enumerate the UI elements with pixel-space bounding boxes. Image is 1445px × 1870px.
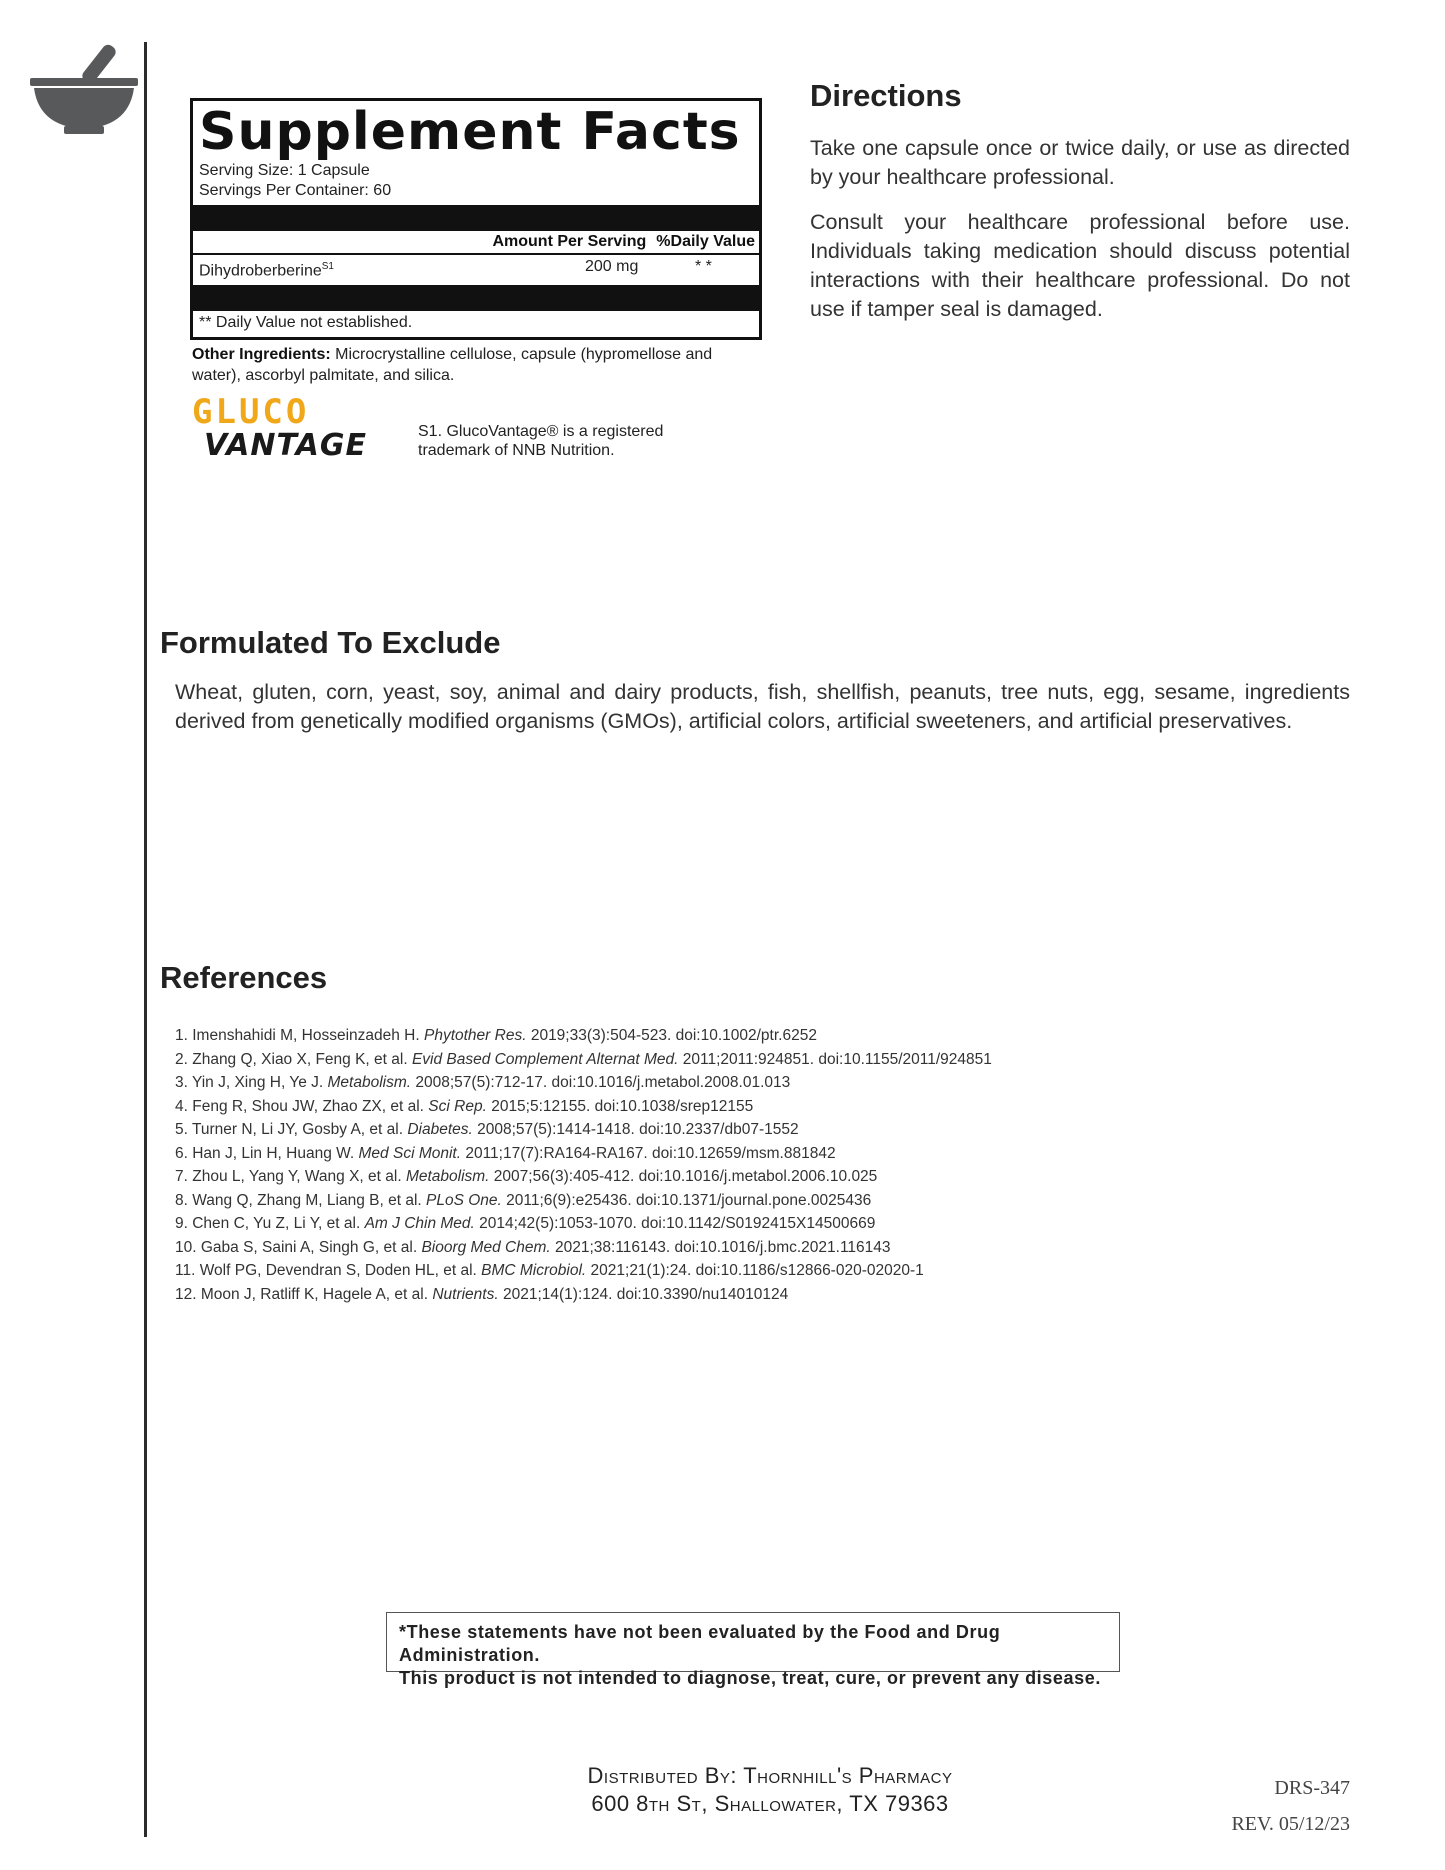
reference-authors: 11. Wolf PG, Devendran S, Doden HL, et al. <box>175 1262 482 1279</box>
reference-citation: 2019;33(3):504-523. doi:10.1002/ptr.6252 <box>526 1027 817 1044</box>
reference-authors: 12. Moon J, Ratliff K, Hagele A, et al. <box>175 1285 433 1303</box>
ingredient-amount: 200 mg <box>585 258 639 275</box>
fda-disclaimer-line-1: *These statements have not been evaluated by the Food and Drug Administration. <box>399 1622 1001 1665</box>
fda-disclaimer-box <box>386 1612 1120 1688</box>
reference-journal: Med Sci Monit. <box>358 1144 462 1162</box>
directions-paragraph-2: Consult your healthcare professional before use. Individuals taking medication should discuss potential interactions with their healthcare professional. Do not use if tamper seal is damaged. <box>810 210 1350 321</box>
mortar-pestle-icon <box>24 38 144 138</box>
fda-disclaimer-line-2: This product is not intended to diagnose, treat, cure, or prevent any disease. <box>399 1668 1101 1688</box>
reference-citation: 2011;17(7):RA164-RA167. doi:10.12659/msm.881842 <box>461 1144 836 1162</box>
glucovantage-logo <box>192 392 367 463</box>
reference-citation: 2011;6(9):e25436. doi:10.1371/journal.pone.0025436 <box>501 1191 872 1209</box>
brand-vantage-text: VANTAGE <box>204 428 367 463</box>
reference-journal: Nutrients. <box>432 1285 499 1303</box>
reference-item <box>175 1118 1345 1142</box>
exclude-heading: Formulated To Exclude <box>160 625 501 660</box>
ingredient-row <box>199 255 755 283</box>
reference-item <box>175 1095 1345 1119</box>
supplement-facts-panel <box>190 98 762 340</box>
reference-authors: 1. Imenshahidi M, Hosseinzadeh H. <box>175 1027 424 1044</box>
reference-item <box>175 1142 1345 1166</box>
facts-column-headers <box>199 231 755 253</box>
distributor-address: 600 8th St, Shallowater, TX 79363 <box>591 1791 949 1816</box>
vertical-divider <box>144 42 147 1837</box>
reference-journal: Phytother Res. <box>423 1027 527 1044</box>
reference-citation: 2008;57(5):1414-1418. doi:10.2337/db07-1552 <box>472 1121 799 1138</box>
reference-citation: 2007;56(3):405-412. doi:10.1016/j.metabol.2006.10.025 <box>489 1168 878 1185</box>
reference-authors: 7. Zhou L, Yang Y, Wang X, et al. <box>175 1168 406 1185</box>
revision-date: REV. 05/12/23 <box>1231 1813 1350 1835</box>
reference-citation: 2008;57(5):712-17. doi:10.1016/j.metabol.2008.01.013 <box>411 1074 791 1091</box>
directions-heading: Directions <box>810 78 962 113</box>
directions-body <box>810 134 1350 340</box>
daily-value-header: %Daily Value <box>656 233 755 250</box>
facts-bottom-rule <box>193 285 759 311</box>
other-ingredients <box>192 344 752 386</box>
reference-journal: Metabolism. <box>327 1074 412 1091</box>
reference-citation: 2021;38:116143. doi:10.1016/j.bmc.2021.116143 <box>550 1238 891 1256</box>
reference-item <box>175 1165 1345 1189</box>
reference-item <box>175 1048 1345 1072</box>
distributed-by: Distributed By: Thornhill's Pharmacy <box>587 1763 953 1788</box>
references-heading: References <box>160 960 328 995</box>
reference-item <box>175 1236 1345 1260</box>
facts-thick-rule <box>193 205 759 231</box>
other-ingredients-text: Microcrystalline cellulose, capsule (hypromellose and water), ascorbyl palmitate, and silica. <box>192 346 713 384</box>
brand-gluco-text: GLUCO <box>192 392 310 432</box>
reference-journal: Bioorg Med Chem. <box>421 1238 551 1256</box>
trademark-note: S1. GlucoVantage® is a registered trademark of NNB Nutrition. <box>418 423 664 459</box>
reference-journal: Diabetes. <box>407 1121 473 1138</box>
reference-journal: Evid Based Complement Alternat Med. <box>411 1050 679 1068</box>
reference-authors: 4. Feng R, Shou JW, Zhao ZX, et al. <box>175 1097 429 1115</box>
exclude-body: Wheat, gluten, corn, yeast, soy, animal and dairy products, fish, shellfish, peanuts, tree nuts, egg, sesame, ingredients derived from genetically modified organisms (GMOs), artificial colors, artificial sweeteners, and artificial preservatives. <box>175 680 1350 733</box>
serving-size: Serving Size: 1 Capsule <box>199 162 370 179</box>
amount-per-serving-header: Amount Per Serving <box>492 233 647 250</box>
reference-citation: 2021;21(1):24. doi:10.1186/s12866-020-02020-1 <box>586 1262 924 1279</box>
reference-item <box>175 1283 1345 1307</box>
reference-authors: 9. Chen C, Yu Z, Li Y, et al. <box>175 1215 365 1232</box>
document-code: DRS-347 <box>1274 1777 1350 1799</box>
reference-item <box>175 1259 1345 1283</box>
reference-item <box>175 1212 1345 1236</box>
reference-item <box>175 1189 1345 1213</box>
reference-item <box>175 1024 1345 1048</box>
ingredient-name-cell <box>199 255 585 283</box>
reference-journal: Metabolism. <box>405 1168 490 1185</box>
directions-paragraph-1: Take one capsule once or twice daily, or use as directed by your healthcare professional. <box>810 136 1350 189</box>
reference-journal: Am J Chin Med. <box>364 1215 475 1232</box>
reference-journal: PLoS One. <box>426 1191 502 1209</box>
reference-authors: 5. Turner N, Li JY, Gosby A, et al. <box>175 1121 408 1138</box>
reference-citation: 2011;2011:924851. doi:10.1155/2011/924851 <box>678 1050 992 1068</box>
reference-authors: 10. Gaba S, Saini A, Singh G, et al. <box>175 1238 422 1256</box>
reference-journal: BMC Microbiol. <box>481 1262 587 1279</box>
ingredient-dv: * * <box>695 258 712 275</box>
facts-footnote: ** Daily Value not established. <box>199 314 413 332</box>
facts-title: Supplement Facts <box>199 102 741 162</box>
reference-item <box>175 1071 1345 1095</box>
reference-authors: 2. Zhang Q, Xiao X, Feng K, et al. <box>175 1050 412 1068</box>
ingredient-name: Dihydroberberine <box>199 262 322 280</box>
document-code-block <box>1231 1770 1350 1842</box>
references-list <box>175 1024 1345 1306</box>
distributor-block <box>520 1762 1020 1818</box>
reference-citation: 2014;42(5):1053-1070. doi:10.1142/S0192415X14500669 <box>474 1215 876 1232</box>
reference-journal: Sci Rep. <box>428 1097 487 1115</box>
ingredient-superscript: S1 <box>321 261 334 272</box>
reference-citation: 2021;14(1):124. doi:10.3390/nu14010124 <box>498 1285 789 1303</box>
reference-authors: 3. Yin J, Xing H, Ye J. <box>175 1074 328 1091</box>
reference-authors: 6. Han J, Lin H, Huang W. <box>175 1144 359 1162</box>
servings-per-container: Servings Per Container: 60 <box>199 182 392 199</box>
other-ingredients-label: Other Ingredients: <box>192 346 331 363</box>
reference-authors: 8. Wang Q, Zhang M, Liang B, et al. <box>175 1191 426 1209</box>
reference-citation: 2015;5:12155. doi:10.1038/srep12155 <box>486 1097 754 1115</box>
